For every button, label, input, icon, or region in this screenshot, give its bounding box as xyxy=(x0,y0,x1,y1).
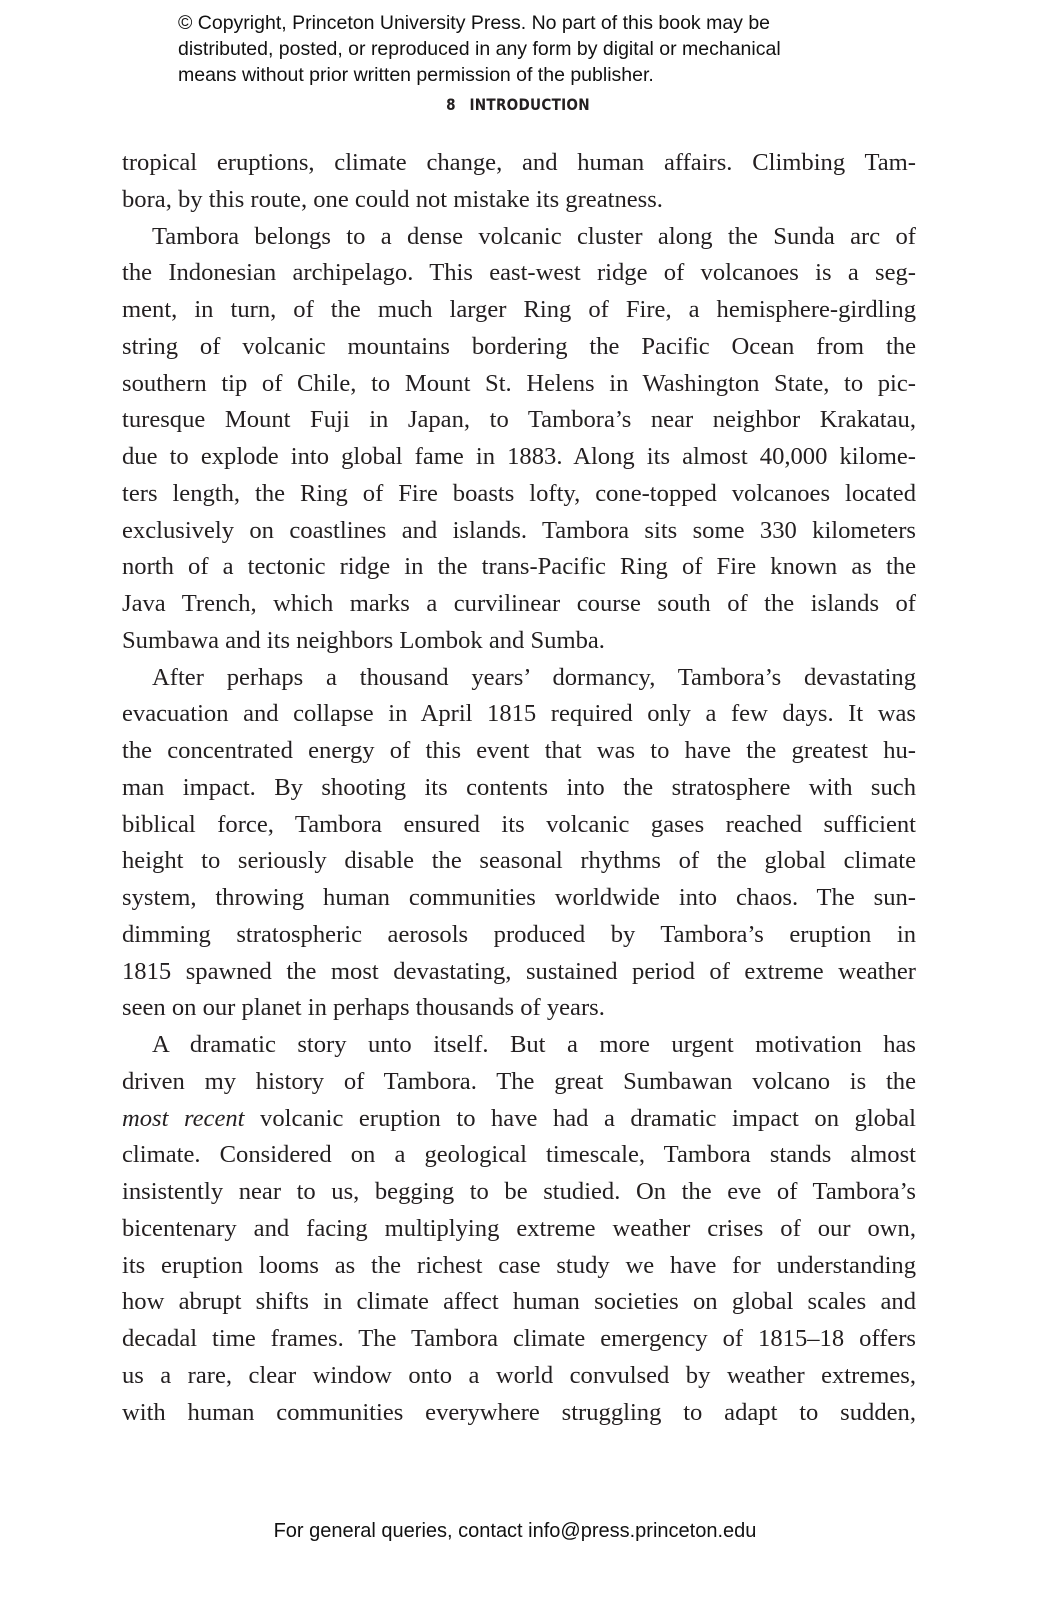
line-text: dimming stratospheric aerosols produced by Tambora’s eruption in xyxy=(122,920,916,948)
line-text: bicentenary and facing multiplying extreme weather crises of our own, xyxy=(122,1214,916,1242)
line-text: evacuation and collapse in April 1815 required only a few days. It was xyxy=(122,700,916,728)
text-line xyxy=(122,917,916,954)
text-line xyxy=(122,219,916,256)
text-line xyxy=(122,145,916,182)
text-line xyxy=(122,366,916,403)
line-text: climate. Considered on a geological timescale, Tambora stands almost xyxy=(122,1141,916,1169)
line-text: southern tip of Chile, to Mount St. Helens in Washington State, to pic- xyxy=(122,369,916,397)
text-line xyxy=(122,990,916,1027)
text-line xyxy=(122,770,916,807)
text-line xyxy=(122,549,916,586)
text-line xyxy=(122,1027,916,1064)
line-text: 1815 spawned the most devastating, sustained period of extreme weather xyxy=(122,957,916,985)
page-number: 8 xyxy=(446,95,456,114)
copyright-line: © Copyright, Princeton University Press. No part of this book may be xyxy=(178,12,771,34)
line-text: ters length, the Ring of Fire boasts lofty, cone-topped volcanoes located xyxy=(122,479,916,507)
line-text: seen on our planet in perhaps thousands of years. xyxy=(122,994,605,1022)
text-line xyxy=(122,623,916,660)
chapter-title: INTRODUCTION xyxy=(469,95,590,114)
line-text: ment, in turn, of the much larger Ring of Fire, a hemisphere-girdling xyxy=(122,296,916,323)
text-line xyxy=(122,1064,916,1101)
text-line xyxy=(122,439,916,476)
text-line xyxy=(122,1321,916,1358)
line-text: its eruption looms as the richest case study we have for understanding xyxy=(122,1251,916,1279)
text-line xyxy=(122,660,916,697)
text-line xyxy=(122,1284,916,1321)
line-text: system, throwing human communities worldwide into chaos. The sun- xyxy=(122,884,916,911)
text-line xyxy=(122,733,916,770)
text-line xyxy=(122,476,916,513)
text-line xyxy=(122,255,916,292)
line-text: due to explode into global fame in 1883. Along its almost 40,000 kilome- xyxy=(122,443,916,470)
line-text: string of volcanic mountains bordering the Pacific Ocean from the xyxy=(122,332,916,360)
text-line xyxy=(122,292,916,329)
line-text: bora, by this route, one could not mistake its greatness. xyxy=(122,185,663,213)
line-text: tropical eruptions, climate change, and human affairs. Climbing Tam- xyxy=(122,149,916,176)
line-text: insistently near to us, begging to be studied. On the eve of Tambora’s xyxy=(122,1178,916,1205)
text-line xyxy=(122,1211,916,1248)
text-line xyxy=(122,1358,916,1395)
text-line xyxy=(122,513,916,550)
line-text: the Indonesian archipelago. This east-west ridge of volcanoes is a seg- xyxy=(122,259,916,287)
text-line xyxy=(122,1248,916,1285)
text-line xyxy=(122,880,916,917)
text-line xyxy=(122,402,916,439)
line-text: turesque Mount Fuji in Japan, to Tambora’s near neighbor Krakatau, xyxy=(122,406,916,434)
text-line xyxy=(122,1137,916,1174)
line-text: Sumbawa and its neighbors Lombok and Sumba. xyxy=(122,626,605,654)
line-text: north of a tectonic ridge in the trans-Pacific Ring of Fire known as the xyxy=(122,553,916,581)
line-text: with human communities everywhere struggling to adapt to sudden, xyxy=(122,1398,916,1426)
line-text: the concentrated energy of this event that was to have the greatest hu- xyxy=(122,737,916,764)
text-line xyxy=(122,843,916,880)
line-text: how abrupt shifts in climate affect human societies on global scales and xyxy=(122,1288,916,1316)
line-text: Java Trench, which marks a curvilinear course south of the islands of xyxy=(122,590,916,617)
text-line xyxy=(122,1395,916,1432)
copyright-line: distributed, posted, or reproduced in any form by digital or mechanical xyxy=(178,38,781,60)
text-line xyxy=(122,182,916,219)
line-text: biblical force, Tambora ensured its volcanic gases reached sufficient xyxy=(122,810,916,838)
line-text: Tambora belongs to a dense volcanic cluster along the Sunda arc of xyxy=(152,222,916,250)
line-text: volcanic eruption to have had a dramatic impact on global xyxy=(244,1104,916,1132)
emphasis: most recent xyxy=(122,1104,245,1132)
line-text: us a rare, clear window onto a world convulsed by weather extremes, xyxy=(122,1361,916,1389)
line-text: After perhaps a thousand years’ dormancy, Tambora’s devastating xyxy=(152,663,916,691)
line-text: height to seriously disable the seasonal rhythms of the global climate xyxy=(122,847,916,875)
text-line xyxy=(122,696,916,733)
text-line xyxy=(122,954,916,991)
text-line xyxy=(122,1101,916,1138)
text-line xyxy=(122,1174,916,1211)
line-text: A dramatic story unto itself. But a more urgent motivation has xyxy=(152,1031,916,1058)
footer-contact: For general queries, contact info@press.princeton.edu xyxy=(273,1520,757,1542)
copyright-notice xyxy=(178,10,781,88)
body-text xyxy=(122,145,916,1431)
line-text: man impact. By shooting its contents into the stratosphere with such xyxy=(122,773,916,801)
line-text: exclusively on coastlines and islands. Tambora sits some 330 kilometers xyxy=(122,516,916,544)
running-head xyxy=(78,95,959,114)
line-text: decadal time frames. The Tambora climate emergency of 1815–18 offers xyxy=(122,1325,916,1352)
copyright-line: means without prior written permission of the publisher. xyxy=(178,64,654,86)
text-line xyxy=(122,329,916,366)
text-line xyxy=(122,807,916,844)
line-text: driven my history of Tambora. The great Sumbawan volcano is the xyxy=(122,1067,916,1095)
text-line xyxy=(122,586,916,623)
